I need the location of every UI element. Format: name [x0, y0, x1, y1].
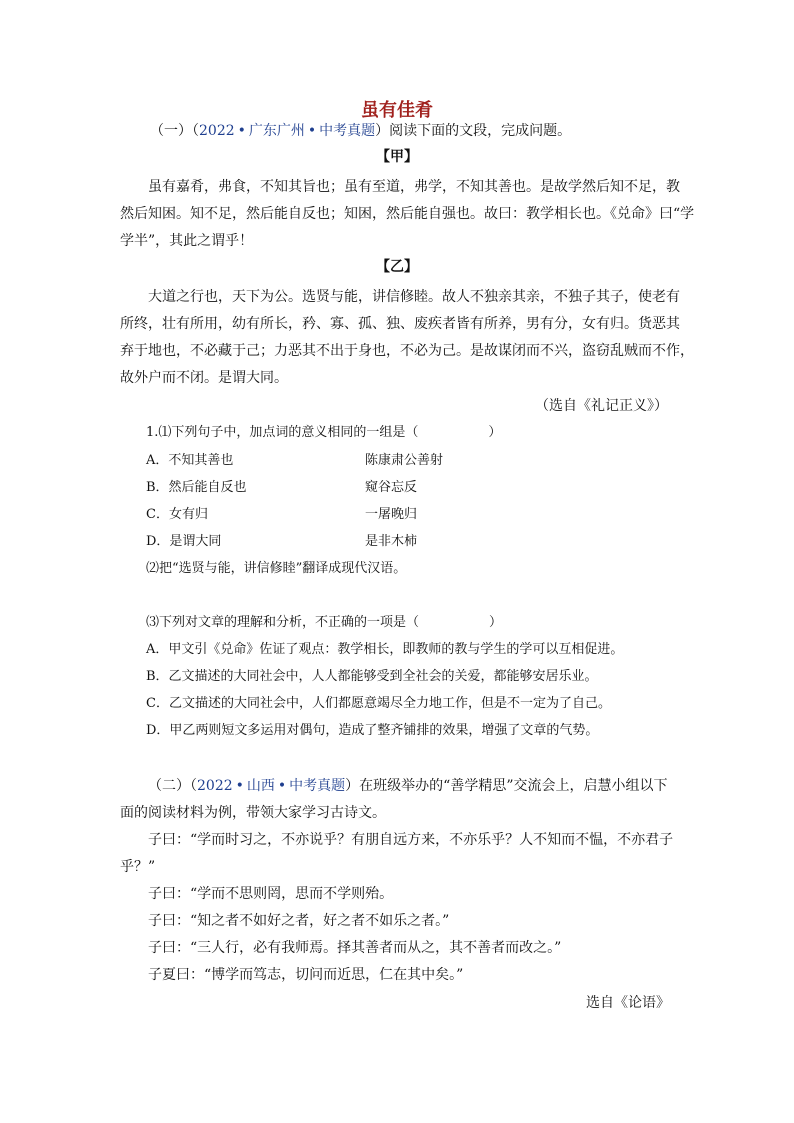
passage-line: 面的阅读材料为例，带领大家学习古诗文。: [120, 805, 386, 821]
option-c-left: C．女有归: [146, 507, 208, 522]
question-2: ⑵把“选贤与能，讲信修睦”翻译成现代汉语。: [146, 561, 407, 576]
passage-line: 弃于地也，不必藏于己；力恶其不出于身也，不必为己。是故谋闭而不兴，盗窃乱贼而不作，: [120, 343, 694, 359]
option-b-right: 窥谷忘反: [365, 480, 418, 495]
q3-option-b: B．乙文描述的大同社会中，人人都能够受到全社会的关爱，都能够安居乐业。: [146, 669, 598, 684]
yi-passage: [120, 284, 694, 392]
place-tag: 山西: [246, 778, 275, 794]
place-tag: 广东广州: [248, 123, 305, 139]
document-title: 虽有佳肴: [361, 100, 433, 121]
year-tag: 2022: [199, 123, 235, 139]
exam-kind-tag: 中考真题: [289, 778, 346, 794]
passage-line: 故外户而不闭。是谓大同。: [120, 370, 288, 386]
quote-line: 子夏曰：“博学而笃志，切问而近思，仁在其中矣。”: [148, 967, 464, 983]
option-d-left: D．是谓大同: [146, 534, 222, 549]
q3-option-d: D．甲乙两则短文多运用对偶句，造成了整齐铺排的效果，增强了文章的气势。: [146, 723, 599, 738]
jia-heading: 【甲】: [376, 149, 418, 165]
question-1-stem: 1.⑴下列句子中，加点词的意义相同的一组是（ ）: [146, 425, 502, 440]
exam-kind-tag: 中考真题: [319, 123, 376, 139]
analects-quotes: [120, 827, 680, 989]
quote-line: 子曰：“学而不思则罔，思而不学则殆。: [148, 886, 394, 902]
quote-line: 子曰：“知之者不如好之者，好之者不如乐之者。”: [148, 913, 450, 929]
q3-option-c: C．乙文描述的大同社会中，人们都愿意竭尽全力地工作，但是不一定为了自己。: [146, 696, 611, 711]
option-a-left: A．不知其善也: [146, 453, 234, 468]
q3-option-a: A．甲文引《兑命》佐证了观点：教学相长，即教师的教与学生的学可以互相促进。: [146, 642, 624, 657]
quote-line: 子曰：“学而时习之，不亦说乎？有朋自远方来，不亦乐乎？人不知而不愠，不亦君子: [148, 832, 674, 848]
option-d-right: 是非木柿: [365, 534, 418, 549]
part2-intro: （二）（2022 • 山西 • 中考真题）在班级举办的“善学精思”交流会上，启慧小组以下 面的阅读材料为例，带领大家学习古诗文。: [120, 773, 680, 827]
passage-line: 然后知困。知不足，然后能自反也；知困，然后能自强也。故曰：教学相长也。《兑命》曰“学: [120, 206, 695, 222]
year-tag: 2022: [197, 778, 233, 794]
yi-heading: 【乙】: [376, 259, 418, 275]
quote-line: 乎？”: [120, 859, 156, 875]
source-citation-2: 选自《论语》: [586, 995, 670, 1011]
passage-line: 大道之行也，天下为公。选贤与能，讲信修睦。故人不独亲其亲，不独子其子，使老有: [148, 289, 680, 305]
passage-line: 所终，壮有所用，幼有所长，矜、寡、孤、独、废疾者皆有所养，男有分，女有归。货恶其: [120, 316, 680, 332]
option-b-left: B．然后能自反也: [146, 480, 247, 495]
question-3-stem: ⑶下列对文章的理解和分析，不正确的一项是（ ）: [146, 615, 503, 630]
option-a-right: 陈康肃公善射: [365, 453, 444, 468]
passage-line: 虽有嘉肴，弗食，不知其旨也；虽有至道，弗学，不知其善也。是故学然后知不足，教: [148, 179, 680, 195]
jia-passage: [120, 174, 695, 255]
passage-line: 学半”，其此之谓乎！: [120, 233, 254, 249]
option-c-right: 一屠晚归: [365, 507, 418, 522]
source-citation: （选自《礼记正义》）: [535, 398, 668, 414]
quote-line: 子曰：“三人行，必有我师焉。择其善者而从之，其不善者而改之。”: [148, 940, 562, 956]
part1-intro: （一）（2022 • 广东广州 • 中考真题）阅读下面的文段，完成问题。: [150, 123, 572, 139]
